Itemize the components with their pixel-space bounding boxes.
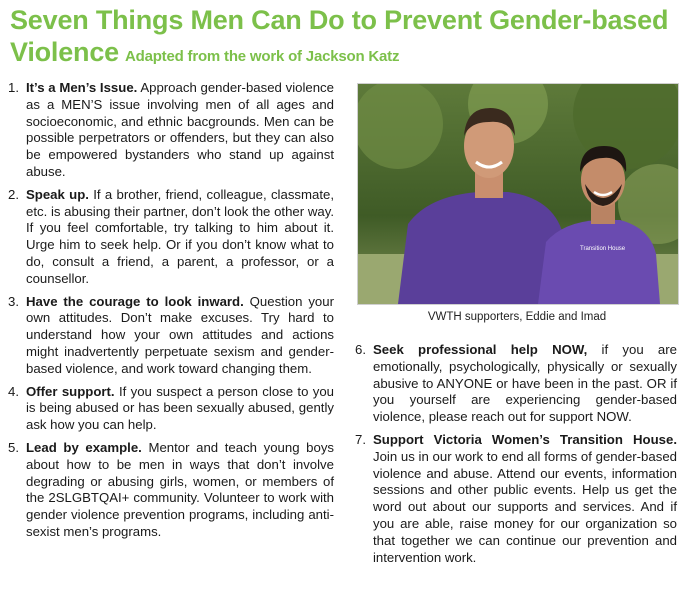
- list-item: 6. Seek professional help NOW, if you are emotionally, psychologically, physically or sexually abusive to ANYONE or have been in the past. OR if you yourself are experiencing gender-based violence, please reach out for support NOW.: [355, 342, 677, 425]
- item-body: Question your own attitudes. Don’t make excuses. Try hard to understand how your own attitudes and actions might inadvertently perpetuate sexism and gender-based violence, and work toward changing them.: [26, 293, 334, 376]
- list-item: 2. Speak up. If a brother, friend, colleague, classmate, etc. is abusing their partner, don’t look the other way. If you feel comfortable, try talking to him about it. Urge him to seek help. Or if you don’t know what to do, consult a friend, a parent, a professor, or a counsellor.: [8, 186, 334, 286]
- title-text: Seven Things Men Can Do to Prevent Gender-based Violence: [10, 5, 669, 67]
- subtitle: Adapted from the work of Jackson Katz: [124, 48, 400, 65]
- list-item: 5. Lead by example. Mentor and teach young boys about how to be men in ways that don’t involve degrading or abusing girls, women, or members of the 2SLGBTQAI+ community. Volunteer to work with gender violence prevention programs, including anti-sexist men’s programs.: [8, 439, 335, 539]
- list-item: 3. Have the courage to look inward. Question your own attitudes. Don’t make excuses. Try hard to understand how your own attitudes and actions might inadvertently perpetuate sexism and gender-based violence, and work toward changing them.: [8, 293, 334, 376]
- item-heading: It’s a Men’s Issue.: [26, 80, 138, 95]
- item-body: Join us in our work to end all forms of gender-based violence and abuse. Attend our events, information sessions and other public events. Help us get the word out about our supports and services. And if you are able, raise money for our organization so that together we can continue our prevention and intervention work.: [373, 448, 677, 565]
- item-heading: Lead by example.: [26, 439, 142, 455]
- item-body: If you suspect a person close to you is being abused or has been sexually abused, gently ask how you can help.: [26, 383, 335, 433]
- list-item: 7. Support Victoria Women’s Transition House. Join us in our work to end all forms of gender-based violence and abuse. Attend our events, information sessions and other public events. Help us get the word out about our supports and services. And if you are able, raise money for our organization so that together we can continue our prevention and intervention work.: [355, 431, 677, 565]
- item-body: Mentor and teach young boys about how to be men in ways that don’t involve degrading or abusing girls, women, or members of the 2SLGBTQAI+ community. Volunteer to work with gender violence prevention programs, including anti-sexist men’s programs.: [26, 439, 335, 539]
- shirt-logo-text: Transition House: [580, 246, 626, 252]
- page-title: [10, 4, 670, 68]
- item-heading: Seek professional help NOW,: [373, 342, 588, 357]
- item-heading: Have the courage to look inward.: [26, 293, 244, 309]
- item-heading: Offer support.: [26, 383, 115, 399]
- tips-list-left: [8, 80, 334, 547]
- photo-caption: VWTH supporters, Eddie and Imad: [427, 311, 607, 323]
- item-body: If a brother, friend, colleague, classmate, etc. is abusing their partner, don’t look the other way. If you feel comfortable, try talking to him about it. Urge him to seek help. Or if you don’t know what to do, consult a friend, a parent, a professor, or a counsellor.: [26, 186, 334, 286]
- photo-illustration: [358, 84, 678, 304]
- tips-list-right: [355, 342, 677, 572]
- item-body: Approach gender-based violence as a MEN’S issue involving men of all ages and socioeconomic, and ethnic bacgrounds. Men can be possible perpetrators or offenders, but they can also be empowered bystanders who stand up against abuse.: [26, 80, 334, 179]
- supporters-photo: [357, 83, 679, 305]
- item-heading: Speak up.: [26, 186, 89, 202]
- item-heading: Support Victoria Women’s Transition House.: [373, 431, 677, 447]
- list-item: 4. Offer support. If you suspect a person close to you is being abused or has been sexually abused, gently ask how you can help.: [8, 383, 335, 433]
- list-item: 1. It’s a Men’s Issue. Approach gender-based violence as a MEN’S issue involving men of all ages and socioeconomic, and ethnic bacgrounds. Men can be possible perpetrators or offenders, but they can also be empowered bystanders who stand up against abuse.: [8, 80, 334, 179]
- item-body: if you are emotionally, psychologically, physically or sexually abusive to ANYONE or have been in the past. OR if you yourself are experiencing gender-based violence, please reach out for support NOW.: [373, 342, 677, 425]
